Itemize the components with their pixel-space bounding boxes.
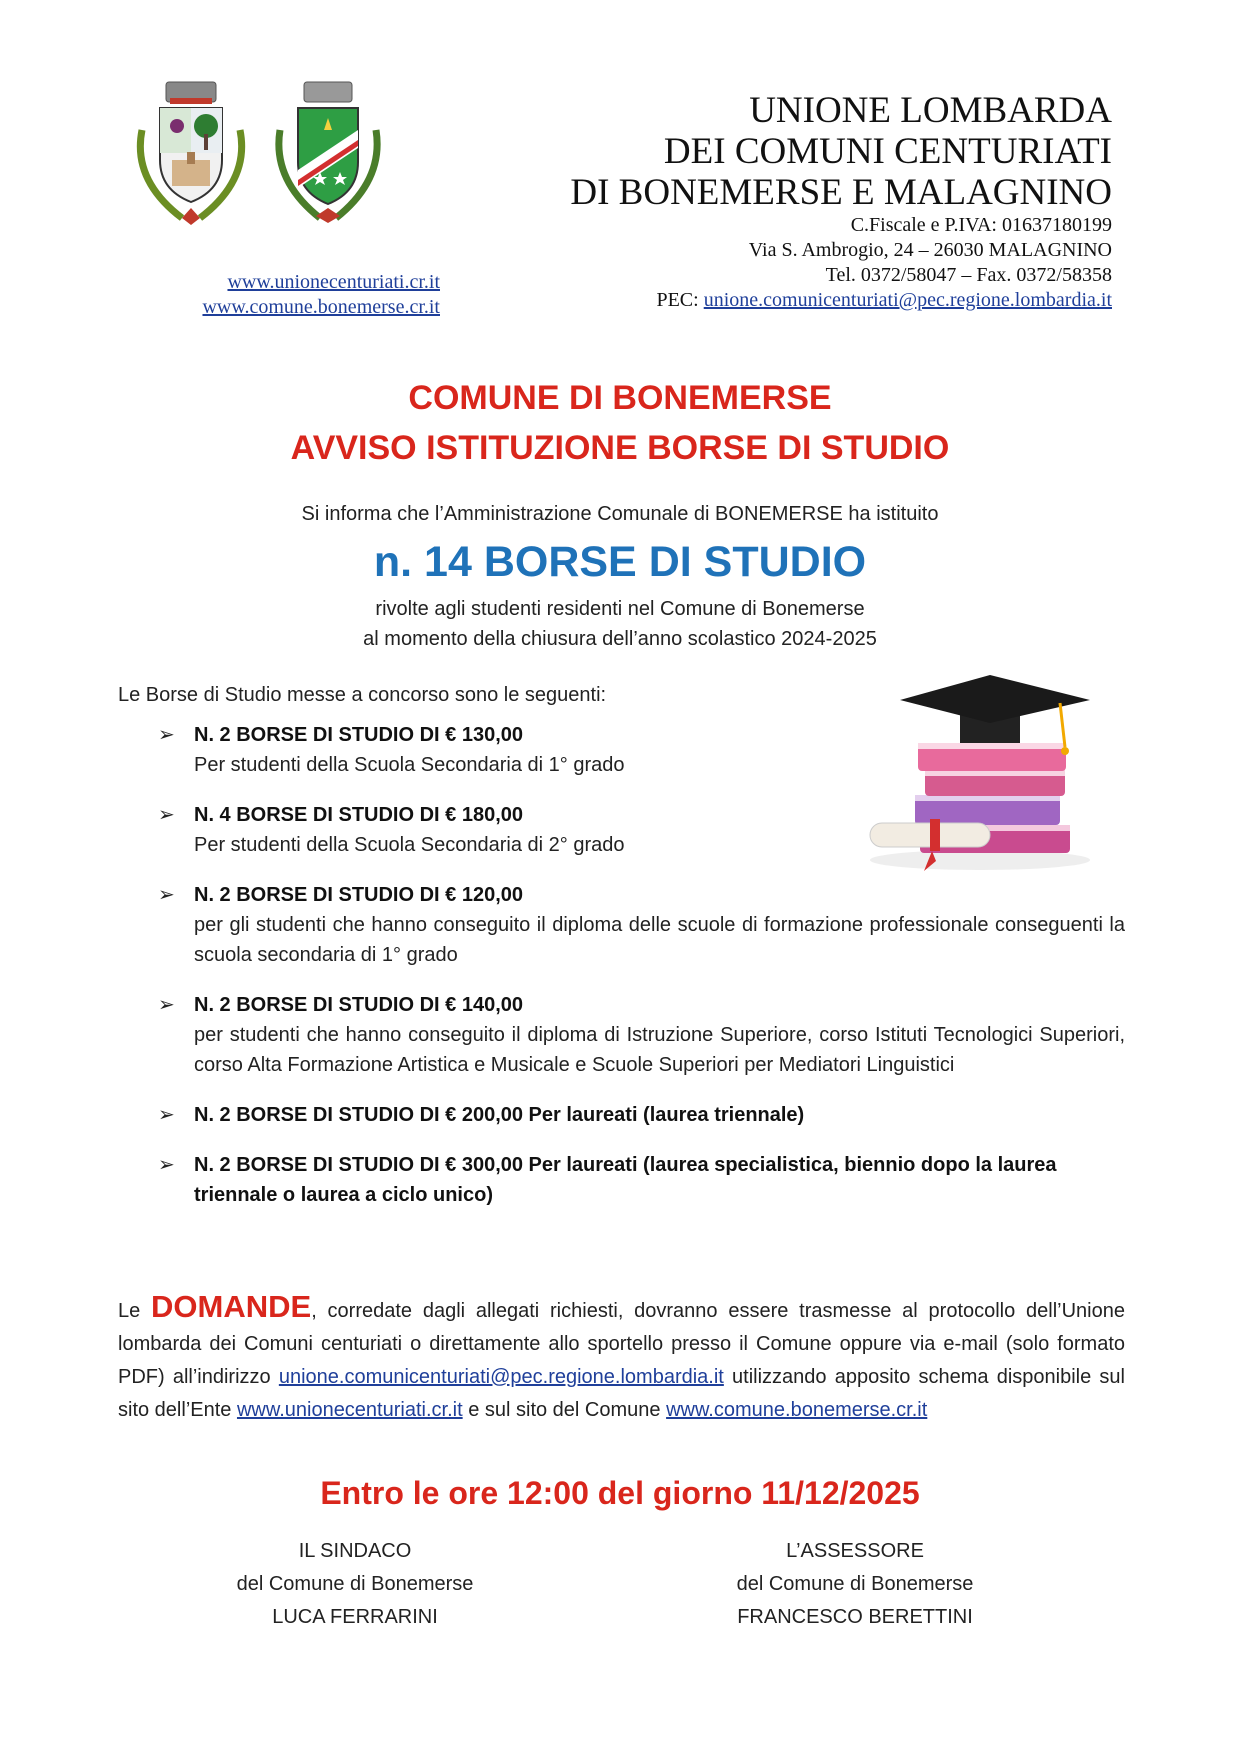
arrow-bullet-icon: ➢ <box>158 884 175 906</box>
domande-text-1: , corredate dagli allegati richiesti, dovranno essere trasmesse al protocollo dell’Unione lombarda dei Comuni centuriati o direttamente allo sportello presso il Comune oppure via e-mail (solo formato PDF) all’indirizzo <box>118 1300 1125 1388</box>
header-info <box>570 90 1112 313</box>
list-item <box>158 1100 1125 1130</box>
fiscal-code: C.Fiscale e P.IVA: 01637180199 <box>850 214 1112 236</box>
item-heading: N. 2 BORSE DI STUDIO DI € 300,00 Per laureati (laurea specialistica, biennio dopo la laurea triennale o laurea a ciclo unico) <box>194 1154 1057 1206</box>
pec-line <box>570 288 1112 313</box>
domande-le: Le <box>118 1300 152 1322</box>
item-heading: N. 2 BORSE DI STUDIO DI € 130,00 <box>194 724 523 746</box>
item-description: Per studenti della Scuola Secondaria di 2° grado <box>194 834 625 856</box>
domande-keyword: DOMANDE <box>151 1289 312 1324</box>
pec-email-link[interactable]: unione.comunicenturiati@pec.regione.lombardia.it <box>703 289 1112 311</box>
signature-role: IL SINDACO <box>298 1540 412 1562</box>
arrow-bullet-icon: ➢ <box>158 1154 175 1176</box>
crest-malagnino <box>272 80 384 230</box>
header-title-line-3: DI BONEMERSE E MALAGNINO <box>570 172 1112 213</box>
item-description: Per studenti della Scuola Secondaria di 1° grado <box>194 754 625 776</box>
deadline: Entro le ore 12:00 del giorno 11/12/2025 <box>320 1475 920 1511</box>
arrow-bullet-icon: ➢ <box>158 994 175 1016</box>
signature-org: del Comune di Bonemerse <box>736 1573 974 1595</box>
list-intro: Le Borse di Studio messe a concorso sono le seguenti: <box>118 684 607 706</box>
signature-name: LUCA FERRARINI <box>272 1606 438 1628</box>
subtitle-block <box>0 594 1240 654</box>
pec-label: PEC: <box>656 289 704 311</box>
signature-assessore <box>645 1535 1065 1634</box>
item-heading: N. 2 BORSE DI STUDIO DI € 200,00 Per laureati (laurea triennale) <box>194 1104 805 1126</box>
item-description: per studenti che hanno conseguito il diploma di Istruzione Superiore, corso Istituti Tecnologici Superiori, corso Alta Formazione Artistica e Musicale e Scuole Superiori per Mediatori Linguistici <box>194 1024 1125 1076</box>
title-avviso: AVVISO ISTITUZIONE BORSE DI STUDIO <box>290 429 950 467</box>
item-heading: N. 2 BORSE DI STUDIO DI € 140,00 <box>194 994 523 1016</box>
phone-fax: Tel. 0372/58047 – Fax. 0372/58358 <box>825 264 1112 286</box>
address: Via S. Ambrogio, 24 – 26030 MALAGNINO <box>748 239 1112 261</box>
arrow-bullet-icon: ➢ <box>158 804 175 826</box>
intro-text: Si informa che l’Amministrazione Comunale di BONEMERSE ha istituito <box>301 503 939 525</box>
link-unione[interactable]: www.unionecenturiati.cr.it <box>227 271 440 293</box>
header-title-line-1: UNIONE LOMBARDA <box>749 90 1112 131</box>
scholarship-list <box>158 720 1125 1230</box>
signature-role: L’ASSESSORE <box>786 1540 924 1562</box>
subtitle-1: rivolte agli studenti residenti nel Comune di Bonemerse <box>375 598 865 620</box>
header-title-line-2: DEI COMUNI CENTURIATI <box>663 131 1112 172</box>
item-heading: N. 4 BORSE DI STUDIO DI € 180,00 <box>194 804 523 826</box>
arrow-bullet-icon: ➢ <box>158 724 175 746</box>
header-links <box>150 270 440 320</box>
headline: n. 14 BORSE DI STUDIO <box>373 538 867 586</box>
title-block <box>0 373 1240 473</box>
list-item <box>158 880 1125 970</box>
domande-link-comune[interactable]: www.comune.bonemerse.cr.it <box>666 1399 928 1421</box>
item-description: per gli studenti che hanno conseguito il diploma delle scuole di formazione professionale conseguenti la scuola secondaria di 1° grado <box>194 914 1125 966</box>
crest-bonemerse <box>132 80 250 230</box>
domande-paragraph <box>118 1290 1125 1427</box>
signature-name: FRANCESCO BERETTINI <box>737 1606 973 1628</box>
domande-link-unione[interactable]: www.unionecenturiati.cr.it <box>236 1399 463 1421</box>
signature-org: del Comune di Bonemerse <box>236 1573 474 1595</box>
list-item <box>158 1150 1125 1210</box>
domande-text-3: e sul sito del Comune <box>462 1399 667 1421</box>
item-heading: N. 2 BORSE DI STUDIO DI € 120,00 <box>194 884 523 906</box>
domande-email-link[interactable]: unione.comunicenturiati@pec.regione.lombardia.it <box>278 1366 724 1388</box>
arrow-bullet-icon: ➢ <box>158 1104 175 1126</box>
signature-sindaco <box>145 1535 565 1634</box>
list-item <box>158 990 1125 1080</box>
subtitle-2: al momento della chiusura dell’anno scolastico 2024-2025 <box>363 628 877 650</box>
title-comune: COMUNE DI BONEMERSE <box>408 379 832 417</box>
domande-text-2: utilizzando apposito schema disponibile sul sito dell’Ente <box>118 1366 1125 1421</box>
list-item <box>158 800 1125 860</box>
link-comune[interactable]: www.comune.bonemerse.cr.it <box>202 296 440 318</box>
list-item <box>158 720 1125 780</box>
